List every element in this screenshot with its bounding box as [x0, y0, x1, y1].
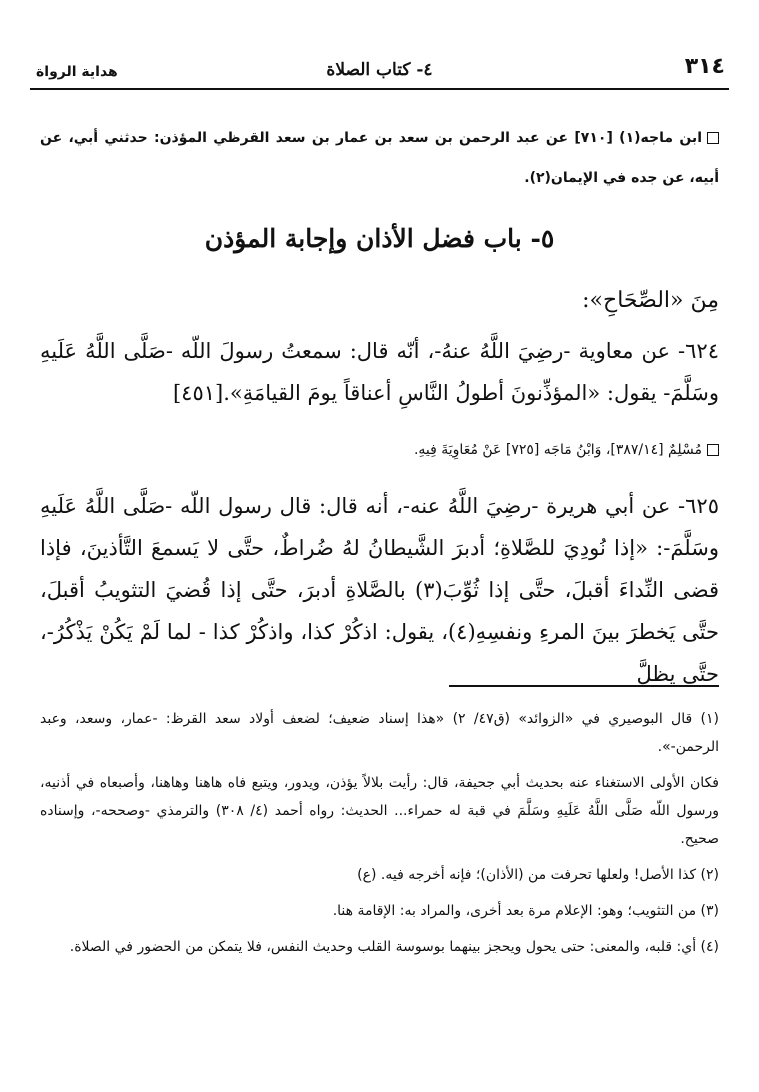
section-title: ٥- باب فضل الأذان وإجابة المؤذن: [204, 224, 555, 253]
page-header: [30, 52, 729, 90]
page-number: ٣١٤: [684, 54, 725, 79]
hadith-624-reference: [40, 435, 719, 465]
chapter-title: ٤- كتاب الصلاة: [326, 60, 433, 80]
book-title: هداية الرواة: [36, 64, 118, 80]
square-bullet-icon: [707, 132, 719, 144]
footnote-2: (٢) كذا الأصل! ولعلها تحرفت من (الأذان)؛ فإنه أخرجه فيه. (ع): [357, 867, 719, 883]
square-bullet-icon: [707, 444, 719, 456]
main-content: [40, 108, 719, 716]
footnote-4: (٤) أي: قلبه، والمعنى: حتى يحول ويحجز بينهما بوسوسة القلب وحديث النفس، فلا يتمكن من الحضور في الصلاة.: [69, 939, 719, 955]
footnote-1: (١) قال البوصيري في «الزوائد» (ق٤٧/ ٢) «هذا إسناد ضعيف؛ لضعف أولاد سعد القرظ: -عمار، وسعد، وعبد الرحمن-».: [40, 711, 719, 755]
footnotes: [40, 705, 719, 969]
source-note-text: ابن ماجه(١) [٧١٠] عن عبد الرحمن بن سعد بن عمار بن سعد القرظي المؤذن: حدثني أبي، عن أبيه، عن جده في الإيمان(٢).: [40, 130, 719, 186]
footnote-3: (٣) من التثويب؛ وهو: الإعلام مرة بعد أخرى، والمراد به: الإقامة هنا.: [332, 903, 719, 919]
hadith-624-reference-text: مُسْلِمٌ [٣٨٧/١٤]، وَابْنُ مَاجَه [٧٢٥] عَنْ مُعَاوِيَةَ فِيهِ.: [413, 442, 702, 458]
footnote-divider: [449, 685, 719, 687]
hadith-624: ٦٢٤- عن معاوية -رضِيَ اللَّهُ عنهُ-، أنّه قال: سمعتُ رسولَ اللّه -صَلَّى اللَّهُ عَلَيهِ وسَلَّمَ- يقول: «المؤذِّنونَ أطولُ النَّاسِ أعناقاً يومَ القيامَةِ».[٤٥١]: [40, 339, 719, 405]
hadith-625: ٦٢٥- عن أبي هريرة -رضِيَ اللَّهُ عنه-، أنه قال: قال رسول اللّه -صَلَّى اللَّهُ عَلَيهِ وسَلَّمَ-: «إذا نُودِيَ للصَّلاةِ؛ أدبرَ الشَّيطانُ لهُ ضُراطٌ، حتَّى لا يَسمعَ التَّأذينَ، فإذا قضى النِّداءَ أقبلَ، حتَّى إذا ثُوِّبَ(٣) بالصَّلاةِ أدبرَ، حتَّى إذا قُضيَ التثويبُ أقبلَ، حتَّى يَخطرَ بينَ المرءِ ونفسِهِ(٤)، يقول: اذكُرْ كذا، واذكُرْ كذا - لما لَمْ يَكُنْ يَذْكُرُ-، حتَّى يظلَّ: [40, 494, 719, 686]
source-note: [40, 118, 719, 198]
footnote-1-continued: فكان الأولى الاستغناء عنه بحديث أبي جحيفة، قال: رأيت بلالاً يؤذن، ويدور، ويتبع فاه هاهنا وهاهنا، وأصبعاه في أذنيه، ورسول اللّه صَلَّى اللَّهُ عَلَيهِ وسَلَّمَ في قبة له حمراء... الحديث: رواه أحمد (٤/ ٣٠٨) والترمذي -وصححه-، وإسناده صحيح.: [40, 775, 720, 847]
section-subheading: مِنَ «الصِّحَاحِ»:: [582, 288, 719, 313]
